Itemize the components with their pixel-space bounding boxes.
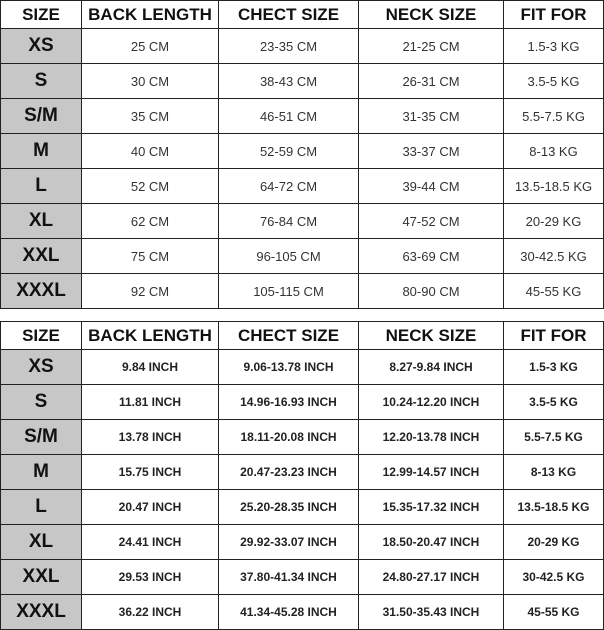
neck-size-cell: 21-25 CM <box>359 29 504 64</box>
chest-size-cell: 9.06-13.78 INCH <box>219 350 359 385</box>
table-row <box>1 525 604 560</box>
fit-for-cell: 13.5-18.5 KG <box>504 490 604 525</box>
size-chart-inch-table <box>0 321 604 630</box>
table-row <box>1 595 604 630</box>
chest-size-cell: 52-59 CM <box>219 134 359 169</box>
table-row <box>1 99 604 134</box>
header-neck-size: NECK SIZE <box>359 1 504 29</box>
header-fit-for: FIT FOR <box>504 1 604 29</box>
table-row <box>1 420 604 455</box>
neck-size-cell: 31.50-35.43 INCH <box>359 595 504 630</box>
header-size: SIZE <box>1 1 82 29</box>
fit-for-cell: 5.5-7.5 KG <box>504 420 604 455</box>
chest-size-cell: 41.34-45.28 INCH <box>219 595 359 630</box>
neck-size-cell: 80-90 CM <box>359 274 504 309</box>
neck-size-cell: 26-31 CM <box>359 64 504 99</box>
back-length-cell: 24.41 INCH <box>82 525 219 560</box>
fit-for-cell: 8-13 KG <box>504 455 604 490</box>
size-label: XXL <box>1 560 82 595</box>
fit-for-cell: 20-29 KG <box>504 204 604 239</box>
header-fit-for: FIT FOR <box>504 322 604 350</box>
fit-for-cell: 45-55 KG <box>504 595 604 630</box>
table-header-row <box>1 322 604 350</box>
chest-size-cell: 20.47-23.23 INCH <box>219 455 359 490</box>
chest-size-cell: 37.80-41.34 INCH <box>219 560 359 595</box>
table-row <box>1 134 604 169</box>
back-length-cell: 40 CM <box>82 134 219 169</box>
size-label: S <box>1 385 82 420</box>
table-row <box>1 560 604 595</box>
size-label: S/M <box>1 420 82 455</box>
size-label: S <box>1 64 82 99</box>
size-label: M <box>1 134 82 169</box>
fit-for-cell: 45-55 KG <box>504 274 604 309</box>
chest-size-cell: 46-51 CM <box>219 99 359 134</box>
size-label: L <box>1 169 82 204</box>
neck-size-cell: 33-37 CM <box>359 134 504 169</box>
back-length-cell: 15.75 INCH <box>82 455 219 490</box>
size-label: S/M <box>1 99 82 134</box>
neck-size-cell: 12.20-13.78 INCH <box>359 420 504 455</box>
back-length-cell: 52 CM <box>82 169 219 204</box>
back-length-cell: 35 CM <box>82 99 219 134</box>
table-row <box>1 29 604 64</box>
size-label: XL <box>1 525 82 560</box>
table-row <box>1 490 604 525</box>
table-row <box>1 64 604 99</box>
chest-size-cell: 18.11-20.08 INCH <box>219 420 359 455</box>
fit-for-cell: 1.5-3 KG <box>504 350 604 385</box>
chest-size-cell: 105-115 CM <box>219 274 359 309</box>
size-label: M <box>1 455 82 490</box>
header-size: SIZE <box>1 322 82 350</box>
header-chest-size: CHECT SIZE <box>219 1 359 29</box>
size-label: XS <box>1 29 82 64</box>
chest-size-cell: 23-35 CM <box>219 29 359 64</box>
size-label: XXL <box>1 239 82 274</box>
fit-for-cell: 1.5-3 KG <box>504 29 604 64</box>
size-label: XXXL <box>1 595 82 630</box>
chest-size-cell: 38-43 CM <box>219 64 359 99</box>
size-label: L <box>1 490 82 525</box>
header-neck-size: NECK SIZE <box>359 322 504 350</box>
back-length-cell: 9.84 INCH <box>82 350 219 385</box>
fit-for-cell: 3.5-5 KG <box>504 64 604 99</box>
neck-size-cell: 15.35-17.32 INCH <box>359 490 504 525</box>
fit-for-cell: 13.5-18.5 KG <box>504 169 604 204</box>
table-row <box>1 169 604 204</box>
chest-size-cell: 29.92-33.07 INCH <box>219 525 359 560</box>
neck-size-cell: 12.99-14.57 INCH <box>359 455 504 490</box>
neck-size-cell: 31-35 CM <box>359 99 504 134</box>
table-row <box>1 455 604 490</box>
table-header-row <box>1 1 604 29</box>
chest-size-cell: 76-84 CM <box>219 204 359 239</box>
back-length-cell: 92 CM <box>82 274 219 309</box>
size-label: XS <box>1 350 82 385</box>
fit-for-cell: 30-42.5 KG <box>504 239 604 274</box>
size-chart-cm-table <box>0 0 604 309</box>
neck-size-cell: 47-52 CM <box>359 204 504 239</box>
header-back-length: BACK LENGTH <box>82 1 219 29</box>
back-length-cell: 13.78 INCH <box>82 420 219 455</box>
back-length-cell: 75 CM <box>82 239 219 274</box>
header-chest-size: CHECT SIZE <box>219 322 359 350</box>
fit-for-cell: 30-42.5 KG <box>504 560 604 595</box>
back-length-cell: 20.47 INCH <box>82 490 219 525</box>
chest-size-cell: 96-105 CM <box>219 239 359 274</box>
header-back-length: BACK LENGTH <box>82 322 219 350</box>
size-label: XXXL <box>1 274 82 309</box>
table-row <box>1 350 604 385</box>
back-length-cell: 29.53 INCH <box>82 560 219 595</box>
table-row <box>1 385 604 420</box>
fit-for-cell: 5.5-7.5 KG <box>504 99 604 134</box>
neck-size-cell: 18.50-20.47 INCH <box>359 525 504 560</box>
size-label: XL <box>1 204 82 239</box>
fit-for-cell: 3.5-5 KG <box>504 385 604 420</box>
neck-size-cell: 10.24-12.20 INCH <box>359 385 504 420</box>
fit-for-cell: 8-13 KG <box>504 134 604 169</box>
neck-size-cell: 63-69 CM <box>359 239 504 274</box>
table-row <box>1 239 604 274</box>
back-length-cell: 11.81 INCH <box>82 385 219 420</box>
table-row <box>1 204 604 239</box>
chest-size-cell: 25.20-28.35 INCH <box>219 490 359 525</box>
back-length-cell: 62 CM <box>82 204 219 239</box>
table-row <box>1 274 604 309</box>
neck-size-cell: 39-44 CM <box>359 169 504 204</box>
neck-size-cell: 8.27-9.84 INCH <box>359 350 504 385</box>
back-length-cell: 36.22 INCH <box>82 595 219 630</box>
fit-for-cell: 20-29 KG <box>504 525 604 560</box>
chest-size-cell: 14.96-16.93 INCH <box>219 385 359 420</box>
back-length-cell: 25 CM <box>82 29 219 64</box>
chest-size-cell: 64-72 CM <box>219 169 359 204</box>
back-length-cell: 30 CM <box>82 64 219 99</box>
neck-size-cell: 24.80-27.17 INCH <box>359 560 504 595</box>
